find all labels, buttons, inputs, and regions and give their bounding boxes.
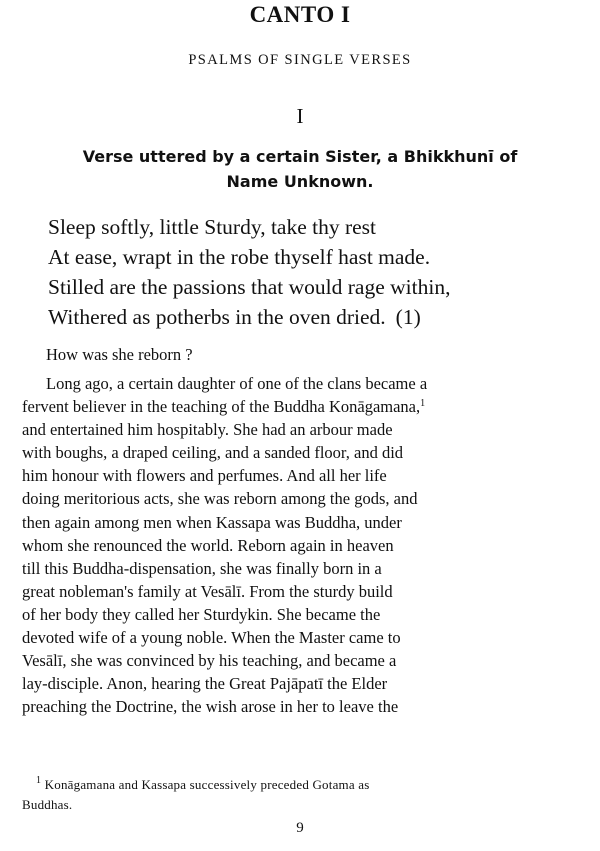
section-heading-line: Verse uttered by a certain Sister, a Bhikkhunī of [82, 147, 518, 166]
prose-line: Long ago, a certain daughter of one of the clans became a [46, 374, 428, 393]
prose-line: devoted wife of a young noble. When the Master came to [22, 628, 401, 648]
footnote [22, 775, 578, 815]
footnote-marker: 1 [36, 775, 42, 786]
prose-line: Vesālī, she was convinced by his teaching, and became a [22, 651, 397, 671]
page-number: 9 [296, 820, 304, 836]
verse-line-last [48, 302, 578, 332]
section-heading-line: Name Unknown. [226, 172, 374, 191]
question-text: How was she reborn ? [46, 345, 193, 364]
verse-number: (1) [395, 305, 421, 329]
prose-line: great nobleman's family at Vesālī. From the sturdy build [22, 581, 393, 601]
prose-line: then again among men when Kassapa was Buddha, under [22, 512, 402, 532]
prose-paragraph [22, 372, 578, 718]
prose-line: doing meritorious acts, she was reborn among the gods, and [22, 489, 418, 509]
prose-line [22, 395, 578, 418]
canto-subtitle: PSALMS OF SINGLE VERSES [188, 52, 412, 68]
prose-line: whom she renounced the world. Reborn again in heaven [22, 535, 394, 555]
verse-block [48, 212, 578, 332]
footnote-line [22, 775, 578, 795]
section-heading [60, 144, 540, 194]
prose-line: him honour with flowers and perfumes. And all her life [22, 466, 387, 486]
prose-line-text: fervent believer in the teaching of the Buddha Konāgamana, [22, 397, 421, 417]
footnote-line: Buddhas. [22, 797, 73, 812]
prose-line: of her body they called her Sturdykin. She became the [22, 604, 381, 624]
footnote-text: Konāgamana and Kassapa successively preceded Gotama as [44, 777, 370, 792]
verse-line: Sleep softly, little Sturdy, take thy rest [48, 215, 377, 239]
prose-line: and entertained him hospitably. She had an arbour made [22, 420, 393, 440]
prose-line: with boughs, a draped ceiling, and a sanded floor, and did [22, 443, 404, 463]
prose-line: preaching the Doctrine, the wish arose in her to leave the [22, 697, 399, 717]
verse-line: Stilled are the passions that would rage within, [48, 275, 451, 299]
prose-line: lay-disciple. Anon, hearing the Great Pajāpatī the Elder [22, 674, 388, 694]
section-numeral: I [296, 104, 304, 128]
footnote-reference[interactable]: 1 [420, 398, 426, 410]
prose-line: till this Buddha-dispensation, she was finally born in a [22, 558, 382, 578]
canto-title: CANTO I [249, 2, 351, 27]
verse-line: At ease, wrapt in the robe thyself hast made. [48, 245, 431, 269]
verse-line-text: Withered as potherbs in the oven dried. [48, 305, 386, 329]
